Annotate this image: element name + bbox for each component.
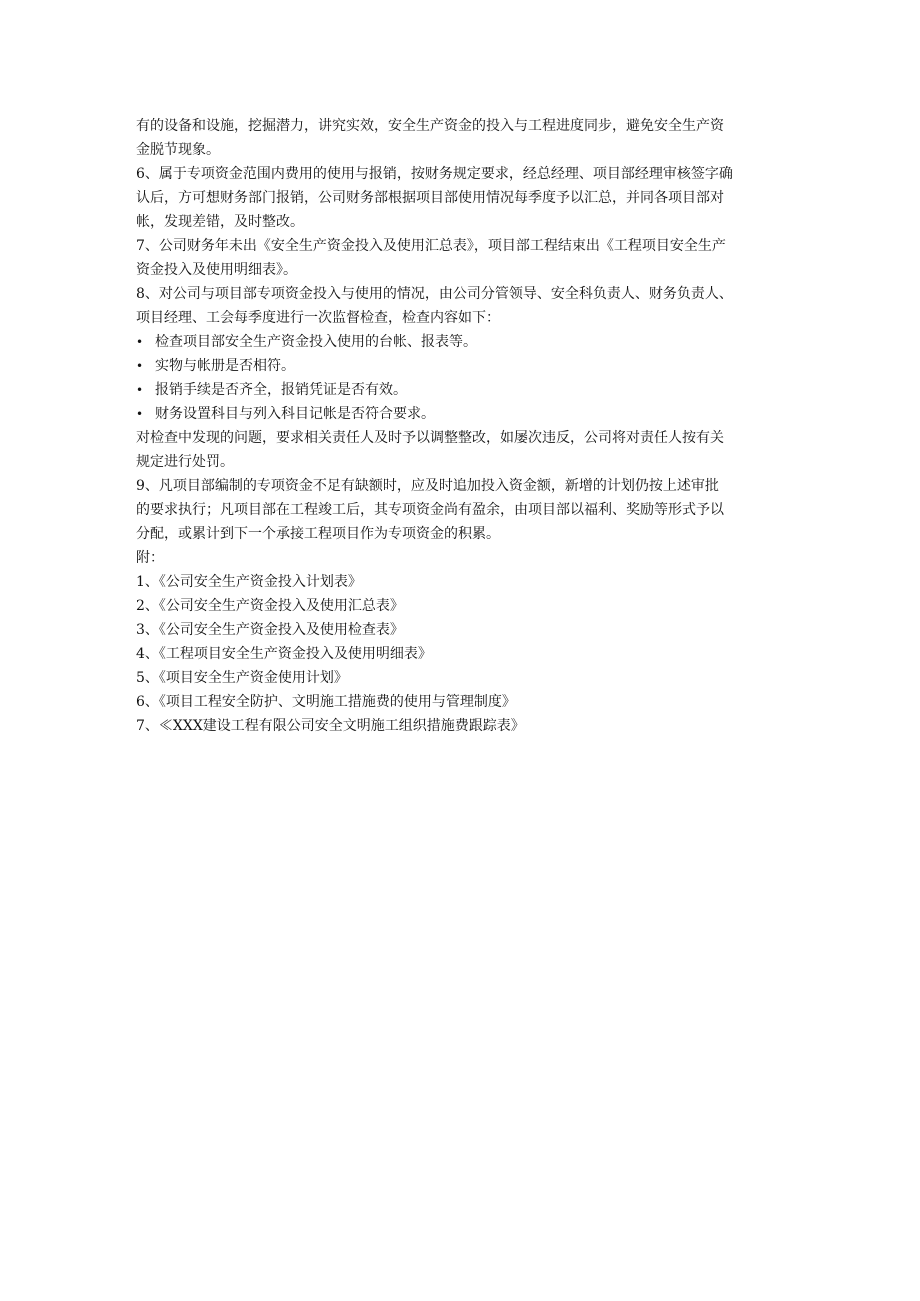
bullet-item <box>136 378 796 402</box>
appendix-label: 附： <box>136 550 164 566</box>
text-line: 对检查中发现的问题，要求相关责任人及时予以调整整改，如屡次违反，公司将对责任人按有关 <box>136 430 724 446</box>
bullet-text: 实物与帐册是否相符。 <box>155 358 295 374</box>
text-line: 7、公司财务年未出《安全生产资金投入及使用汇总表》，项目部工程结束出《工程项目安全生产 <box>136 238 726 254</box>
appendix-item: 2、《公司安全生产资金投入及使用汇总表》 <box>136 598 404 614</box>
bullet-icon: • <box>136 335 144 349</box>
appendix-item: 3、《公司安全生产资金投入及使用检查表》 <box>136 622 404 638</box>
text-line: 资金投入及使用明细表》。 <box>136 262 297 278</box>
document-body <box>136 114 796 738</box>
bullet-icon: • <box>136 383 144 397</box>
text-line: 认后，方可想财务部门报销，公司财务部根据项目部使用情况每季度予以汇总，并同各项目部对 <box>136 190 724 206</box>
bullet-text: 财务设置科目与列入科目记帐是否符合要求。 <box>155 406 435 422</box>
appendix-item: 7、≪XXX建设工程有限公司安全文明施工组织措施费跟踪表》 <box>136 718 525 734</box>
text-line: 8、对公司与项目部专项资金投入与使用的情况，由公司分管领导、安全科负责人、财务负责人、 <box>136 286 733 302</box>
bullet-item <box>136 330 796 354</box>
bullet-item <box>136 402 796 426</box>
text-line: 金脱节现象。 <box>136 142 220 158</box>
appendix-item: 4、《工程项目安全生产资金投入及使用明细表》 <box>136 646 432 662</box>
text-line: 项目经理、工会每季度进行一次监督检查，检查内容如下： <box>136 310 500 326</box>
text-line: 6、属于专项资金范围内费用的使用与报销，按财务规定要求，经总经理、项目部经理审核签字确 <box>136 166 733 182</box>
text-line: 的要求执行；凡项目部在工程竣工后，其专项资金尚有盈余，由项目部以福利、奖励等形式予以 <box>136 502 724 518</box>
text-line: 帐，发现差错，及时整改。 <box>136 214 304 230</box>
text-line: 规定进行处罚。 <box>136 454 234 470</box>
text-line: 9、凡项目部编制的专项资金不足有缺额时，应及时追加投入资金额，新增的计划仍按上述审批 <box>136 478 719 494</box>
bullet-text: 报销手续是否齐全，报销凭证是否有效。 <box>155 382 407 398</box>
bullet-icon: • <box>136 407 144 421</box>
bullet-item <box>136 354 796 378</box>
appendix-item: 1、《公司安全生产资金投入计划表》 <box>136 574 362 590</box>
bullet-text: 检查项目部安全生产资金投入使用的台帐、报表等。 <box>155 334 477 350</box>
text-line: 有的设备和设施，挖掘潜力，讲究实效，安全生产资金的投入与工程进度同步，避免安全生产资 <box>136 118 724 134</box>
text-line: 分配，或累计到下一个承接工程项目作为专项资金的积累。 <box>136 526 500 542</box>
appendix-item: 6、《项目工程安全防护、文明施工措施费的使用与管理制度》 <box>136 694 516 710</box>
bullet-icon: • <box>136 359 144 373</box>
appendix-item: 5、《项目安全生产资金使用计划》 <box>136 670 348 686</box>
